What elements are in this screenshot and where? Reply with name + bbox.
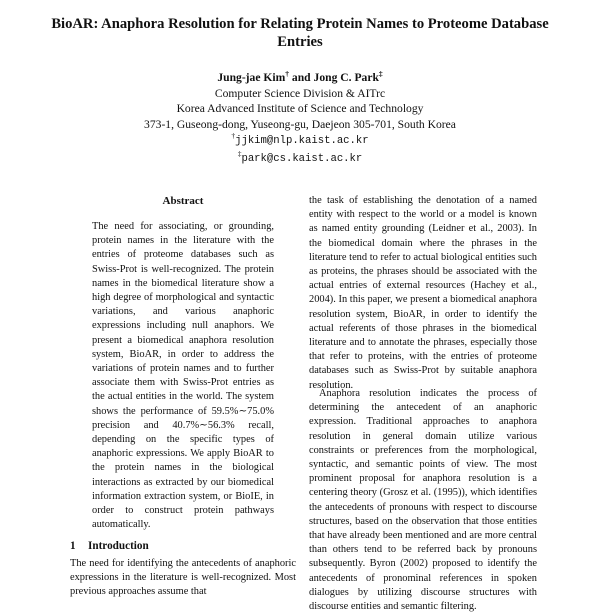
author-names (40, 70, 560, 86)
affiliation-division: Computer Science Division & AITrc (214, 86, 386, 100)
section-title: Introduction (88, 540, 149, 552)
author-conjunction: and (289, 71, 314, 84)
abstract-heading: Abstract (162, 195, 204, 207)
introduction-text: The need for identifying the antecedents of anaphoric expressions in the literature is well-recognized. Most previous approaches assume that (70, 558, 296, 598)
email-1: jjkim@nlp.kaist.ac.kr (235, 135, 369, 147)
section-heading-introduction (70, 540, 300, 552)
affiliation-address: 373-1, Guseong-dong, Yuseong-gu, Daejeon 305-701, South Korea (144, 117, 456, 131)
email-2-mark: ‡ (237, 148, 242, 158)
affiliation-institute: Korea Advanced Institute of Science and Technology (176, 102, 424, 115)
author-2: Jong C. Park (313, 71, 379, 84)
email-1-mark: † (231, 131, 236, 140)
email-line-2 (40, 150, 560, 168)
author-2-mark: ‡ (378, 69, 383, 78)
author-1-mark: † (285, 69, 290, 78)
author-block (40, 70, 560, 167)
right-column-paragraph-1: the task of establishing the denotation of a named entity with respect to the world or a model is known as named entity grounding (Leidner et al., 2003). In the biomedical domain where the phrases in the literature tend to refer to actual biological entities such as proteins, the phrases should be associated with the actual entries of external resources (Hachey et al., 2004). In this paper, we present a biomedical anaphora resolution system, BioAR, in order to identify the actual referents of those phrases in the biomedical literature and to annotate the phrases, especially those that refer to proteins, with the entries of proteome databases such as Swiss-Prot by suitable anaphora resolution. (309, 195, 537, 391)
section-number: 1 (70, 540, 76, 552)
paper-title: BioAR: Anaphora Resolution for Relating Protein Names to Proteome Database Entries (51, 16, 549, 50)
abstract-text: The need for associating, or grounding, protein names in the literature with the entries of proteome databases such as Swiss-Prot is well-recognized. The protein names in the biomedical literature show a high degree of morphological and syntactic variations, and various anaphoric expressions including null anaphors. We present a biomedical anaphora resolution system, BioAR, in order to address the variations of protein names and to further associate them with Swiss-Prot entries as the actual entities in the world. The system shows the performance of 59.5%∼75.0% precision and 40.7%∼56.3% recall, depending on the specific types of anaphoric expressions. We apply BioAR to the protein names in the biological interactions as extracted by our biomedical information extraction system, or BioIE, in order to construct protein pathways automatically. (92, 221, 274, 531)
author-1: Jung-jae Kim (217, 71, 286, 84)
right-column-paragraph-2: Anaphora resolution indicates the process of determining the antecedent of an anaphoric expression. Traditional approaches to anaphora resolution in general domain utilize various constraints or preferences from the morphological, syntactic, and semantic points of view. The most prominent proposal for anaphora resolution is a centering theory (Grosz et al. (1995)), which identifies the antecedents of pronouns with respect to discourse structures, based on the observation that those entities that have already been mentioned and are more central than others tend to be referred back by pronouns subsequently. Byron (2002) proposed to identify the antecedents of pronominal references in spoken dialogues by utilizing discourse structures with discourse entities and semantic filtering. (309, 388, 537, 613)
email-2: park@cs.kaist.ac.kr (241, 152, 363, 165)
email-line-1 (40, 132, 560, 150)
